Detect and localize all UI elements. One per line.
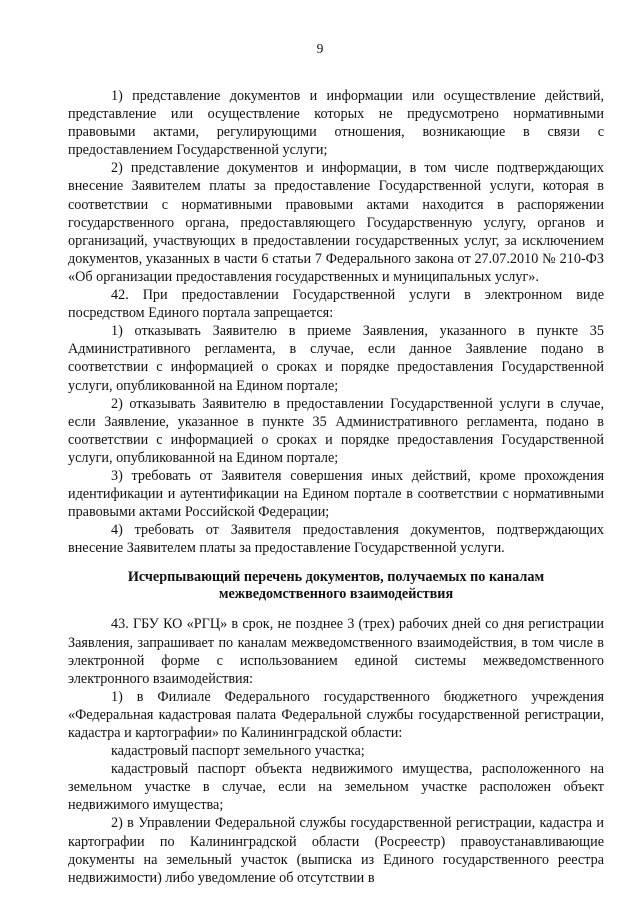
section-heading: Исчерпывающий перечень документов, получаемых по каналам межведомственного взаимодействия [127,569,545,603]
paragraph: кадастровый паспорт объекта недвижимого имущества, расположенного на земельном участке в случае, если на земельном участке расположен объект недвижимого имущества; [68,761,604,814]
paragraph: 42. При предоставлении Государственной услуги в электронном виде посредством Единого портала запрещается: [68,287,604,322]
paragraph: 3) требовать от Заявителя совершения иных действий, кроме прохождения идентификации и аутентификации на Едином портале в соответствии с нормативными правовыми актами Российской Федерации; [68,467,604,521]
document-body [68,87,604,887]
paragraph: 2) представление документов и информации, в том числе подтверждающих внесение Заявителем платы за предоставление Государственной услуги, которая в соответствии с нормативными правовыми актами находится в распоряжении государственного органа, предоставляющего Государственную услугу, органов и организаций, участвующих в предоставлении государственных услуг, за исключением документов, указанных в части 6 статьи 7 Федерального закона от 27.07.2010 № 210-ФЗ «Об организации предоставления государственных и муниципальных услуг». [68,160,604,285]
paragraph: 1) в Филиале Федерального государственного бюджетного учреждения «Федеральная кадастровая палата Федеральной службы государственной регистрации, кадастра и картографии» по Калининградской области: [68,688,604,741]
paragraph: 2) отказывать Заявителю в предоставлении Государственной услуги в случае, если Заявление, указанное в пункте 35 Административного регламента, подано в соответствии с информацией о сроках и порядке предоставления Государственной услуги, опубликованной на Едином портале; [68,395,604,466]
paragraph: 1) представление документов и информации или осуществление действий, представление или осуществление которых не предусмотрено нормативными правовыми актами, регулирующими отношения, возникающие в связи с предоставлением Государственной услуги; [68,88,604,159]
paragraph: кадастровый паспорт земельного участка; [111,743,365,760]
paragraph: 43. ГБУ КО «РГЦ» в срок, не позднее 3 (трех) рабочих дней со дня регистрации Заявления, запрашивает по каналам межведомственного взаимодействия, в том числе в электронной форме с использованием единой системы межведомственного электронного взаимодействия: [68,616,604,687]
paragraph: 2) в Управлении Федеральной службы государственной регистрации, кадастра и картографии по Калининградской области (Росреестр) правоустанавливающие документы на земельный участок (выписка из Единого государственного реестра недвижимости) либо уведомление об отсутствии в [68,815,604,886]
page-number: 9 [316,41,324,56]
paragraph: 1) отказывать Заявителю в приеме Заявления, указанного в пункте 35 Административного регламента, в случае, если данное Заявление подано в соответствии с информацией о сроках и порядке предоставления Государственной услуги, опубликованной на Едином портале; [68,323,604,394]
paragraph: 4) требовать от Заявителя предоставления документов, подтверждающих внесение Заявителем платы за предоставление Государственной услуги. [68,522,604,557]
